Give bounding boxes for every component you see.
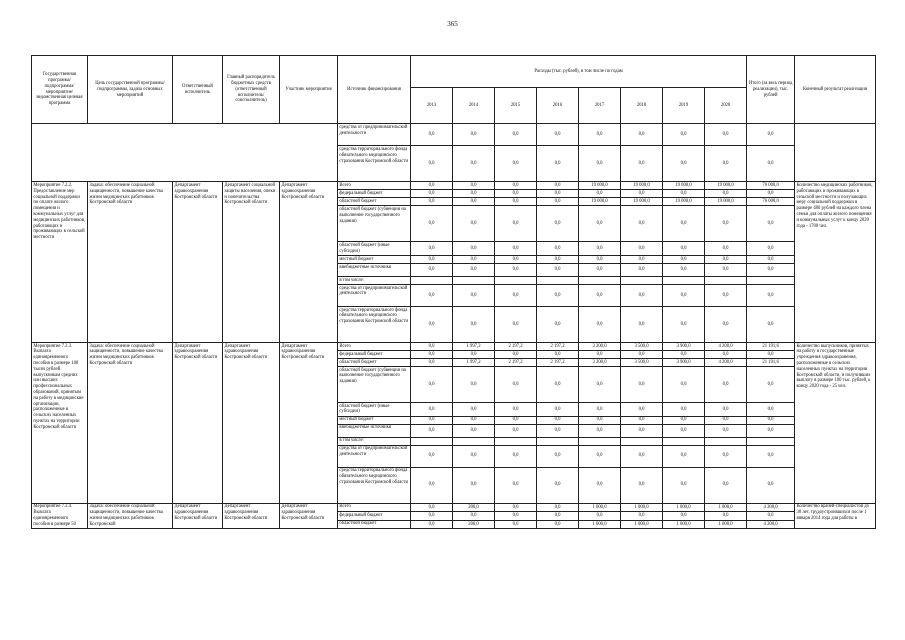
result-cell — [795, 124, 876, 182]
value-cell: 0,0 — [453, 242, 495, 256]
value-cell: 19 000,0 — [663, 182, 705, 190]
total-cell: 0,0 — [747, 242, 795, 256]
value-cell: 0,0 — [705, 124, 747, 146]
source-cell: областной бюджет (субвенции на выполнение государственного задания) — [338, 367, 411, 403]
value-cell: 0,0 — [453, 424, 495, 437]
value-cell: 0,0 — [705, 206, 747, 242]
executor-cell: Департамент здравоохранения Костромской области — [173, 343, 223, 504]
value-cell: 0,0 — [453, 124, 495, 146]
value-cell: 2 197,2 — [537, 359, 579, 367]
value-cell: 0,0 — [453, 206, 495, 242]
value-cell: 3 200,0 — [579, 359, 621, 367]
value-cell: 0,0 — [537, 307, 579, 343]
value-cell — [411, 437, 453, 445]
value-cell: 0,0 — [411, 206, 453, 242]
value-cell: 19 000,0 — [579, 182, 621, 190]
value-cell: 1 997,2 — [453, 359, 495, 367]
value-cell: 0,0 — [411, 445, 453, 467]
total-cell: 4 200,0 — [747, 520, 795, 528]
value-cell: 200,0 — [453, 520, 495, 528]
value-cell — [705, 277, 747, 285]
value-cell: 0,0 — [411, 512, 453, 520]
value-cell: 0,0 — [621, 403, 663, 417]
value-cell: 0,0 — [537, 242, 579, 256]
goal-cell: Задача: обеспечение социальной защищенности, повышение качества жизни медицинских работников Костромской области — [88, 343, 173, 504]
source-cell: в том числе: — [338, 437, 411, 445]
header-participant: Участник мероприятия — [280, 56, 338, 124]
total-cell: 0,0 — [747, 367, 795, 403]
header-year: 2018 — [621, 88, 663, 124]
total-cell: 0,0 — [747, 512, 795, 520]
value-cell: 0,0 — [621, 351, 663, 359]
value-cell: 0,0 — [705, 367, 747, 403]
value-cell: 0,0 — [663, 307, 705, 343]
value-cell: 0,0 — [705, 264, 747, 277]
value-cell: 0,0 — [537, 190, 579, 198]
value-cell: 0,0 — [453, 285, 495, 307]
value-cell: 0,0 — [705, 512, 747, 520]
value-cell: 0,0 — [411, 256, 453, 264]
value-cell: 0,0 — [537, 206, 579, 242]
value-cell: 0,0 — [579, 416, 621, 424]
value-cell: 4 200,0 — [705, 359, 747, 367]
participant-cell: Департамент здравоохранения Костромской области — [280, 503, 338, 528]
program-cell: Мероприятие 7.2.2. Предоставление мер социальной поддержки по оплате жилого помещения и коммунальных услуг для медицинских работников, работающих и проживающих в сельской местности — [32, 182, 88, 343]
value-cell: 0,0 — [411, 198, 453, 206]
header-year: 2020 — [705, 88, 747, 124]
value-cell: 0,0 — [663, 367, 705, 403]
value-cell: 0,0 — [621, 467, 663, 503]
total-cell: 21 191,6 — [747, 343, 795, 351]
header-year: 2016 — [537, 88, 579, 124]
result-cell: Количество врачей-специалистов до 30 лет, трудоустроившихся после 1 января 2014 года для работы в — [795, 503, 876, 528]
value-cell: 19 000,0 — [705, 198, 747, 206]
value-cell: 0,0 — [621, 256, 663, 264]
value-cell: 3 500,0 — [621, 343, 663, 351]
value-cell: 0,0 — [411, 424, 453, 437]
header-year: 2019 — [663, 88, 705, 124]
value-cell: 0,0 — [453, 351, 495, 359]
header-executor: Ответственный исполнитель — [173, 56, 223, 124]
value-cell: 0,0 — [621, 206, 663, 242]
source-cell: средства территориального фонда обязательного медицинского страхования Костромской области — [338, 146, 411, 182]
value-cell: 1 000,0 — [663, 520, 705, 528]
result-cell: Количество медицинских работников, работающих и проживающих в сельской местности и получающих меру социальной поддержки в размере 480 рублей на каждого члена семьи для оплаты жилого помещения и коммунальных услуг к концу 2020 года - 1700 чел. — [795, 182, 876, 343]
value-cell: 0,0 — [579, 264, 621, 277]
value-cell: 0,0 — [495, 146, 537, 182]
value-cell: 0,0 — [495, 198, 537, 206]
value-cell: 0,0 — [705, 242, 747, 256]
value-cell: 0,0 — [537, 285, 579, 307]
header-year: 2015 — [495, 88, 537, 124]
header-program: Государственная программа/подпрограмма/ мероприятие/ ведомственная целевая программа — [32, 56, 88, 124]
total-cell: 0,0 — [747, 146, 795, 182]
header-goal: Цель государственной программы/подпрограммы, задача основных мероприятий — [88, 56, 173, 124]
value-cell: 0,0 — [579, 285, 621, 307]
header-expenses: Расходы (тыс. рублей), в том числе по годам — [411, 56, 747, 88]
value-cell: 0,0 — [663, 403, 705, 417]
value-cell: 0,0 — [495, 520, 537, 528]
manager-cell: Департамент здравоохранения Костромской области — [223, 343, 280, 504]
program-cell: Мероприятие 7.2.3. Выплата единовременного пособия в размере 100 тысяч рублей выпускникам средних или высших профессиональных образований, принятым на работу в медицинские организации, расположенные в сельских населенных пунктах на территории Костромской области — [32, 343, 88, 504]
value-cell: 3 200,0 — [579, 343, 621, 351]
source-cell: местный бюджет — [338, 416, 411, 424]
value-cell: 0,0 — [705, 256, 747, 264]
value-cell: 0,0 — [579, 351, 621, 359]
value-cell: 19 000,0 — [621, 182, 663, 190]
value-cell: 0,0 — [537, 503, 579, 511]
value-cell: 0,0 — [453, 307, 495, 343]
value-cell: 0,0 — [621, 445, 663, 467]
table-body — [32, 124, 876, 529]
value-cell: 1 000,0 — [579, 503, 621, 511]
value-cell: 0,0 — [705, 146, 747, 182]
value-cell: 19 000,0 — [663, 198, 705, 206]
value-cell: 0,0 — [495, 467, 537, 503]
source-cell: федеральный бюджет — [338, 190, 411, 198]
source-cell: средства территориального фонда обязательного медицинского страхования Костромской области — [338, 467, 411, 503]
value-cell: 0,0 — [621, 264, 663, 277]
value-cell — [411, 277, 453, 285]
value-cell: 0,0 — [663, 206, 705, 242]
value-cell: 0,0 — [453, 198, 495, 206]
value-cell: 0,0 — [537, 351, 579, 359]
value-cell — [663, 277, 705, 285]
value-cell: 0,0 — [663, 242, 705, 256]
value-cell: 0,0 — [495, 512, 537, 520]
value-cell — [579, 437, 621, 445]
total-cell — [747, 277, 795, 285]
value-cell: 0,0 — [621, 416, 663, 424]
source-cell: областной бюджет (иные субсидии) — [338, 242, 411, 256]
value-cell: 19 000,0 — [705, 182, 747, 190]
value-cell: 0,0 — [537, 256, 579, 264]
value-cell: 0,0 — [453, 256, 495, 264]
value-cell: 0,0 — [621, 307, 663, 343]
value-cell: 0,0 — [495, 256, 537, 264]
source-cell: областной бюджет — [338, 198, 411, 206]
executor-cell: Департамент здравоохранения Костромской области — [173, 503, 223, 528]
manager-cell: Департамент социальной защиты населения, опеки и попечительства Костромской области — [223, 182, 280, 343]
value-cell: 0,0 — [411, 359, 453, 367]
value-cell: 0,0 — [579, 256, 621, 264]
source-cell: средства от предпринимательской деятельности — [338, 285, 411, 307]
total-cell: 0,0 — [747, 445, 795, 467]
value-cell: 2 197,2 — [495, 359, 537, 367]
value-cell: 0,0 — [663, 256, 705, 264]
value-cell: 0,0 — [537, 403, 579, 417]
value-cell: 0,0 — [453, 182, 495, 190]
total-cell: 21 191,6 — [747, 359, 795, 367]
value-cell: 0,0 — [663, 285, 705, 307]
total-cell: 76 000,0 — [747, 198, 795, 206]
value-cell: 0,0 — [537, 367, 579, 403]
value-cell — [579, 277, 621, 285]
value-cell: 0,0 — [705, 467, 747, 503]
value-cell: 0,0 — [411, 285, 453, 307]
total-cell: 0,0 — [747, 206, 795, 242]
value-cell: 1 000,0 — [705, 520, 747, 528]
value-cell: 0,0 — [411, 124, 453, 146]
table-header — [32, 56, 876, 124]
value-cell: 0,0 — [537, 467, 579, 503]
source-cell: средства территориального фонда обязательного медицинского страхования Костромской области — [338, 307, 411, 343]
source-cell: средства от предпринимательской деятельности — [338, 445, 411, 467]
value-cell: 0,0 — [705, 190, 747, 198]
value-cell: 3 900,0 — [663, 359, 705, 367]
source-cell: Всего — [338, 503, 411, 511]
total-cell: 0,0 — [747, 124, 795, 146]
value-cell — [537, 277, 579, 285]
value-cell — [453, 277, 495, 285]
value-cell: 0,0 — [579, 307, 621, 343]
source-cell: федеральный бюджет — [338, 512, 411, 520]
value-cell: 0,0 — [453, 403, 495, 417]
table-row — [32, 124, 876, 146]
value-cell: 0,0 — [663, 190, 705, 198]
value-cell: 0,0 — [411, 416, 453, 424]
value-cell: 0,0 — [495, 206, 537, 242]
value-cell: 0,0 — [663, 146, 705, 182]
manager-cell: Департамент здравоохранения Костромской области — [223, 503, 280, 528]
value-cell: 0,0 — [411, 367, 453, 403]
value-cell — [705, 437, 747, 445]
value-cell: 0,0 — [579, 146, 621, 182]
value-cell: 2 197,2 — [537, 343, 579, 351]
total-cell: 0,0 — [747, 351, 795, 359]
value-cell: 0,0 — [621, 512, 663, 520]
value-cell: 0,0 — [663, 264, 705, 277]
value-cell — [663, 437, 705, 445]
value-cell: 0,0 — [453, 467, 495, 503]
value-cell: 0,0 — [411, 242, 453, 256]
value-cell: 200,0 — [453, 503, 495, 511]
value-cell — [621, 277, 663, 285]
total-cell: 76 000,0 — [747, 182, 795, 190]
header-year: 2017 — [579, 88, 621, 124]
value-cell: 0,0 — [537, 146, 579, 182]
value-cell: 0,0 — [537, 512, 579, 520]
value-cell: 0,0 — [537, 445, 579, 467]
source-cell: областной бюджет — [338, 520, 411, 528]
value-cell: 0,0 — [411, 520, 453, 528]
value-cell: 0,0 — [495, 264, 537, 277]
value-cell: 0,0 — [537, 424, 579, 437]
value-cell: 0,0 — [621, 424, 663, 437]
total-cell: 0,0 — [747, 285, 795, 307]
value-cell: 0,0 — [621, 190, 663, 198]
source-cell: областной бюджет (субвенции на выполнение государственного задания) — [338, 206, 411, 242]
value-cell: 0,0 — [495, 307, 537, 343]
value-cell: 3 500,0 — [621, 359, 663, 367]
value-cell: 0,0 — [495, 182, 537, 190]
total-cell: 4 200,0 — [747, 503, 795, 511]
goal-cell: Задача: обеспечение социальной защищенности, повышение качества жизни медицинских работников Костромской области — [88, 182, 173, 343]
source-cell: местный бюджет — [338, 256, 411, 264]
value-cell: 0,0 — [453, 146, 495, 182]
value-cell: 0,0 — [663, 416, 705, 424]
value-cell — [537, 437, 579, 445]
value-cell: 0,0 — [579, 206, 621, 242]
value-cell: 0,0 — [579, 424, 621, 437]
value-cell: 0,0 — [663, 445, 705, 467]
value-cell: 0,0 — [663, 124, 705, 146]
value-cell: 0,0 — [621, 367, 663, 403]
value-cell: 0,0 — [411, 264, 453, 277]
value-cell: 0,0 — [411, 307, 453, 343]
source-cell: областной бюджет (иные субсидии) — [338, 403, 411, 417]
source-cell: средства от предпринимательской деятельности — [338, 124, 411, 146]
value-cell: 0,0 — [621, 146, 663, 182]
table-row — [32, 343, 876, 351]
value-cell: 0,0 — [411, 190, 453, 198]
value-cell: 0,0 — [705, 416, 747, 424]
source-cell: внебюджетные источники — [338, 264, 411, 277]
participant-cell: Департамент здравоохранения Костромской области — [280, 182, 338, 343]
value-cell: 0,0 — [495, 424, 537, 437]
value-cell: 1 000,0 — [621, 520, 663, 528]
total-cell: 0,0 — [747, 424, 795, 437]
value-cell: 0,0 — [495, 403, 537, 417]
value-cell: 0,0 — [663, 351, 705, 359]
value-cell — [495, 277, 537, 285]
value-cell: 0,0 — [705, 307, 747, 343]
value-cell: 0,0 — [579, 124, 621, 146]
header-total: Итого (за весь период реализации), тыс. рублей — [747, 56, 795, 124]
total-cell: 0,0 — [747, 307, 795, 343]
program-cell: Мероприятие 7.2.4. Выплата единовременного пособия в размере 50 — [32, 503, 88, 528]
value-cell: 4 200,0 — [705, 343, 747, 351]
value-cell: 0,0 — [453, 416, 495, 424]
value-cell: 0,0 — [495, 367, 537, 403]
value-cell: 0,0 — [453, 367, 495, 403]
value-cell: 0,0 — [411, 351, 453, 359]
value-cell — [495, 437, 537, 445]
value-cell: 3 900,0 — [663, 343, 705, 351]
total-cell — [747, 437, 795, 445]
value-cell: 0,0 — [411, 343, 453, 351]
value-cell: 0,0 — [537, 198, 579, 206]
table-row — [32, 182, 876, 190]
source-cell: областной бюджет — [338, 359, 411, 367]
value-cell: 0,0 — [537, 416, 579, 424]
participant-cell: Департамент здравоохранения Костромской области — [280, 343, 338, 504]
value-cell: 0,0 — [453, 190, 495, 198]
value-cell: 0,0 — [537, 520, 579, 528]
value-cell: 0,0 — [621, 124, 663, 146]
value-cell: 0,0 — [579, 403, 621, 417]
value-cell: 0,0 — [579, 467, 621, 503]
value-cell: 0,0 — [705, 351, 747, 359]
value-cell: 0,0 — [579, 367, 621, 403]
value-cell: 19 000,0 — [579, 198, 621, 206]
executor-cell: Департамент здравоохранения Костромской области — [173, 182, 223, 343]
total-cell: 0,0 — [747, 190, 795, 198]
value-cell: 0,0 — [663, 512, 705, 520]
header-source: Источник финансирования — [338, 56, 411, 124]
value-cell: 0,0 — [579, 512, 621, 520]
value-cell: 0,0 — [495, 242, 537, 256]
value-cell: 1 000,0 — [705, 503, 747, 511]
value-cell: 0,0 — [495, 503, 537, 511]
value-cell: 0,0 — [453, 512, 495, 520]
value-cell: 0,0 — [495, 416, 537, 424]
value-cell: 0,0 — [411, 146, 453, 182]
total-cell: 0,0 — [747, 467, 795, 503]
header-manager: Главный распорядитель бюджетных средств (ответственный исполнитель/ соисполнитель) — [223, 56, 280, 124]
source-cell: Всего — [338, 343, 411, 351]
value-cell: 0,0 — [537, 264, 579, 277]
value-cell: 0,0 — [411, 467, 453, 503]
value-cell: 0,0 — [705, 285, 747, 307]
value-cell: 0,0 — [495, 445, 537, 467]
value-cell: 0,0 — [453, 445, 495, 467]
value-cell: 1 000,0 — [663, 503, 705, 511]
value-cell: 1 997,2 — [453, 343, 495, 351]
value-cell: 0,0 — [579, 445, 621, 467]
source-cell: в том числе: — [338, 277, 411, 285]
goal-cell: Задача: обеспечение социальной защищенности, повышение качества жизни медицинских работников Костромской — [88, 503, 173, 528]
value-cell: 0,0 — [621, 285, 663, 307]
value-cell: 1 000,0 — [579, 520, 621, 528]
header-year: 2013 — [411, 88, 453, 124]
value-cell: 0,0 — [663, 467, 705, 503]
value-cell: 0,0 — [411, 403, 453, 417]
value-cell: 0,0 — [621, 242, 663, 256]
expenses-table — [31, 55, 876, 529]
source-cell: внебюджетные источники — [338, 424, 411, 437]
source-cell: Всего — [338, 182, 411, 190]
value-cell: 0,0 — [663, 424, 705, 437]
source-cell: федеральный бюджет — [338, 351, 411, 359]
total-cell: 0,0 — [747, 416, 795, 424]
total-cell: 0,0 — [747, 403, 795, 417]
value-cell: 0,0 — [411, 182, 453, 190]
page-number: 365 — [447, 20, 458, 28]
value-cell: 2 197,2 — [495, 343, 537, 351]
value-cell — [453, 437, 495, 445]
continued-cell — [32, 124, 338, 182]
value-cell: 19 000,0 — [621, 198, 663, 206]
header-result: Конечный результат реализации — [795, 56, 876, 124]
table-row — [32, 503, 876, 511]
value-cell: 0,0 — [579, 242, 621, 256]
header-year: 2014 — [453, 88, 495, 124]
result-cell: Количество выпускников, принятых на работу в государственные учреждения здравоохранения, расположенные в сельских населенных пунктах на территории Костромской области, и получивших выплату в размере 100 тыс. рублей, к концу 2020 года - 25 чел. — [795, 343, 876, 504]
total-cell: 0,0 — [747, 264, 795, 277]
value-cell: 0,0 — [579, 190, 621, 198]
value-cell: 0,0 — [411, 503, 453, 511]
value-cell — [621, 437, 663, 445]
total-cell: 0,0 — [747, 256, 795, 264]
value-cell: 1 000,0 — [621, 503, 663, 511]
value-cell: 0,0 — [453, 264, 495, 277]
value-cell: 0,0 — [495, 124, 537, 146]
value-cell: 0,0 — [495, 351, 537, 359]
value-cell: 0,0 — [495, 190, 537, 198]
value-cell: 0,0 — [705, 403, 747, 417]
value-cell: 0,0 — [495, 285, 537, 307]
value-cell: 0,0 — [705, 424, 747, 437]
value-cell: 0,0 — [705, 445, 747, 467]
value-cell: 0,0 — [537, 124, 579, 146]
value-cell: 0,0 — [537, 182, 579, 190]
